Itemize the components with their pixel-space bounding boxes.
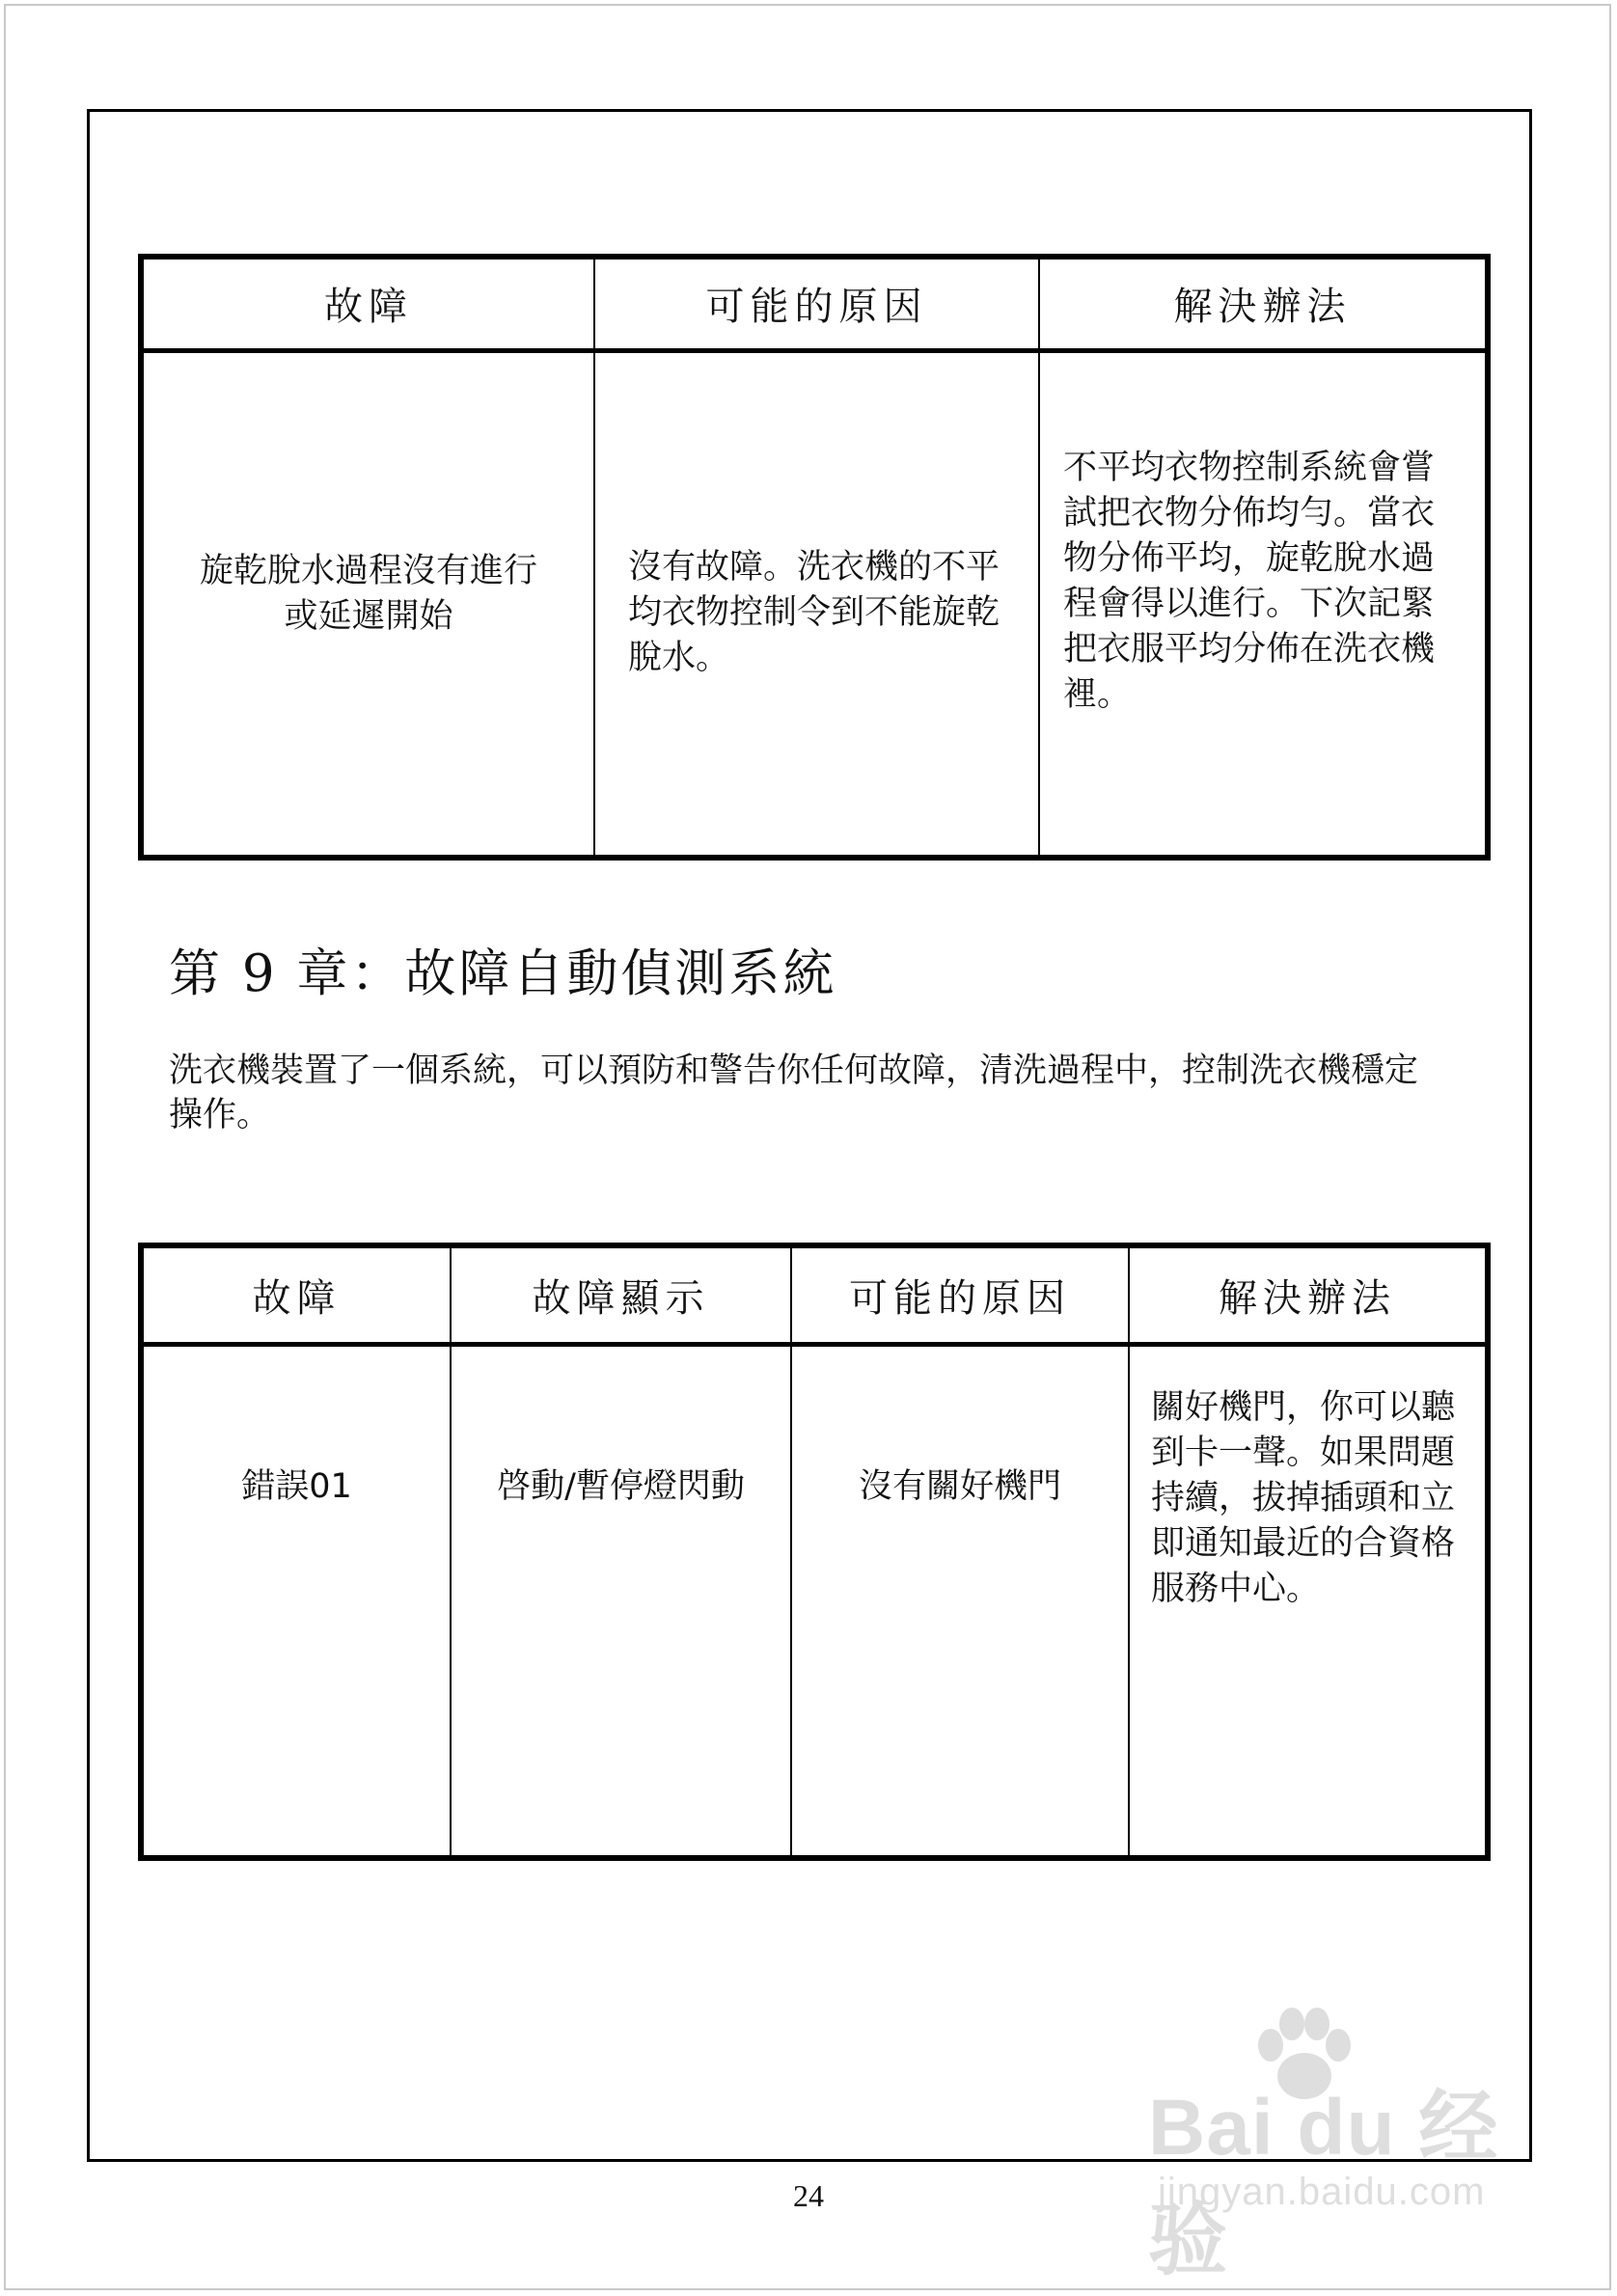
cause-text: 沒有關好機門 [858, 1466, 1061, 1506]
table-header-row [141, 257, 1488, 350]
header-fault: 故障 [141, 1245, 451, 1344]
cause-cell [791, 1344, 1129, 1858]
table-row [141, 1344, 1488, 1858]
watermark-logo: Bai du 经验 [1148, 2084, 1499, 2284]
solution-cell [1129, 1344, 1488, 1858]
fault-cell [141, 1344, 451, 1858]
cause-cell [594, 350, 1039, 858]
cause-text: 沒有故障。洗衣機的不平均衣物控制令到不能旋乾脫水。 [628, 548, 1000, 678]
solution-text: 關好機門，你可以聽到卡一聲。如果問題持續，拔掉插頭和立即通知最近的合資格服務中心。 [1151, 1387, 1456, 1608]
table-header-row [141, 1245, 1488, 1344]
fault-cell [141, 350, 594, 858]
chapter-title: 第 9 章：故障自動偵測系統 [169, 944, 837, 1003]
watermark-url: jingyan.baidu.com [1158, 2171, 1486, 2213]
header-solution: 解決辦法 [1039, 257, 1488, 350]
display-cell [451, 1344, 791, 1858]
header-cause: 可能的原因 [791, 1245, 1129, 1344]
watermark [1148, 2007, 1534, 2284]
table-row [141, 350, 1488, 858]
page-number: 24 [793, 2178, 824, 2213]
error-code: 錯誤01 [241, 1466, 352, 1506]
error-code-table [138, 1243, 1491, 1861]
chapter-description: 洗衣機裝置了一個系統，可以預防和警告你任何故障，清洗過程中，控制洗衣機穩定操作。 [169, 1052, 1419, 1134]
fault-text: 旋乾脫水過程沒有進行或延遲開始 [199, 551, 537, 636]
display-text: 啓動/暫停燈閃動 [497, 1466, 745, 1506]
header-cause: 可能的原因 [594, 257, 1039, 350]
header-fault: 故障 [141, 257, 594, 350]
solution-cell [1039, 350, 1488, 858]
troubleshooting-table [138, 254, 1491, 861]
header-solution: 解決辦法 [1129, 1245, 1488, 1344]
solution-text: 不平均衣物控制系統會嘗試把衣物分佈均勻。當衣物分佈平均，旋乾脫水過程會得以進行。下次記緊把衣服平均分佈在洗衣機裡。 [1063, 449, 1436, 715]
header-display: 故障顯示 [451, 1245, 791, 1344]
